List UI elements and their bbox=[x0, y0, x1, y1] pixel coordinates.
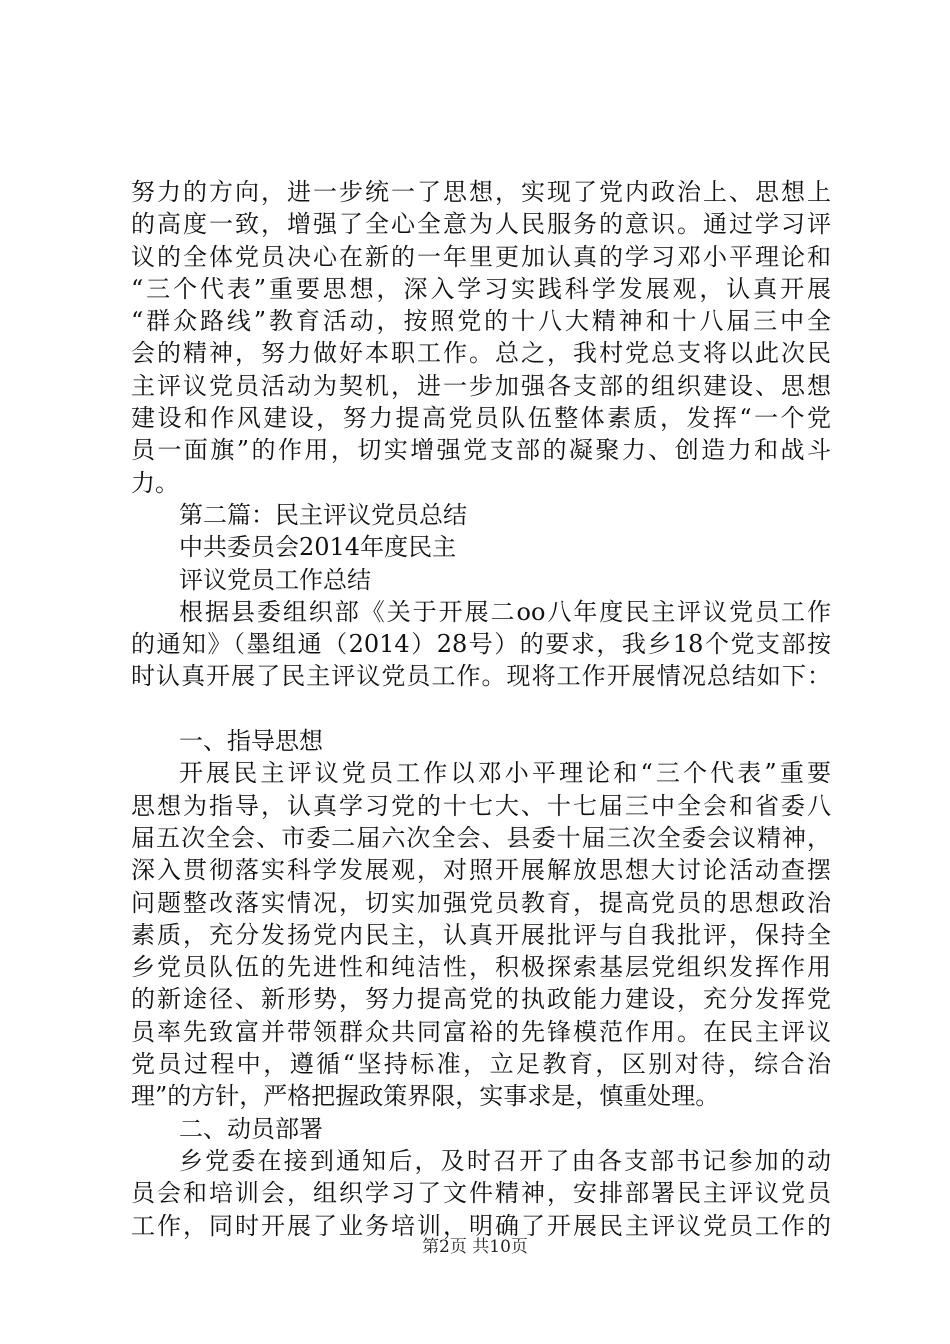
text-line: 员率先致富并带领群众共同富裕的先锋模范作用。在民主评议 bbox=[131, 1017, 831, 1046]
text-line: 议的全体党员决心在新的一年里更加认真的学习邓小平理论和 bbox=[131, 242, 831, 271]
text-line: 党员过程中，遵循“坚持标准，立足教育，区别对待，综合治 bbox=[131, 1050, 831, 1079]
text-line: 的新途径、新形势，努力提高党的执政能力建设，充分发挥党 bbox=[131, 985, 831, 1014]
text-line: 建设和作风建设，努力提高党员队伍整体素质，发挥“一个党 bbox=[131, 404, 831, 433]
text-line: 中共委员会2014年度民主 bbox=[179, 533, 457, 562]
text-line: 思想为指导，认真学习党的十七大、十七届三中全会和省委八 bbox=[131, 791, 831, 820]
text-line: 第二篇：民主评议党员总结 bbox=[179, 500, 467, 529]
text-line: 乡党员队伍的先进性和纯洁性，积极探索基层党组织发挥作用 bbox=[131, 953, 831, 982]
text-line: 评议党员工作总结 bbox=[179, 565, 371, 594]
text-line: 理”的方针，严格把握政策界限，实事求是，慎重处理。 bbox=[131, 1082, 720, 1111]
text-line: 深入贯彻落实科学发展观，对照开展解放思想大讨论活动查摆 bbox=[131, 856, 831, 885]
text-line bbox=[131, 693, 831, 725]
text-line: 时认真开展了民主评议党员工作。现将工作开展情况总结如下： bbox=[131, 662, 831, 691]
text-line: 员一面旗”的作用，切实增强党支部的凝聚力、创造力和战斗 bbox=[131, 436, 831, 465]
text-line: 根据县委组织部《关于开展二oo八年度民主评议党员工作 bbox=[179, 597, 831, 626]
document-body bbox=[131, 176, 831, 1242]
text-line: 乡党委在接到通知后，及时召开了由各支部书记参加的动 bbox=[179, 1146, 831, 1175]
text-line: 努力的方向，进一步统一了思想，实现了党内政治上、思想上 bbox=[131, 178, 831, 206]
text-line: 二、动员部署 bbox=[179, 1114, 323, 1143]
page-number-footer: 第2页 共10页 bbox=[422, 1237, 528, 1257]
text-line: 届五次全会、市委二届六次全会、县委十届三次全委会议精神， bbox=[131, 823, 831, 852]
text-line: 的高度一致，增强了全心全意为人民服务的意识。通过学习评 bbox=[131, 210, 831, 239]
text-line: “三个代表”重要思想，深入学习实践科学发展观，认真开展 bbox=[131, 274, 831, 303]
text-line: 会的精神，努力做好本职工作。总之，我村党总支将以此次民 bbox=[131, 339, 831, 368]
text-line: 主评议党员活动为契机，进一步加强各支部的组织建设、思想 bbox=[131, 371, 831, 400]
text-line: “群众路线”教育活动，按照党的十八大精神和十八届三中全 bbox=[131, 307, 831, 336]
text-line: 开展民主评议党员工作以邓小平理论和“三个代表”重要 bbox=[179, 759, 831, 788]
text-line: 问题整改落实情况，切实加强党员教育，提高党员的思想政治 bbox=[131, 888, 831, 917]
text-line: 员会和培训会，组织学习了文件精神，安排部署民主评议党员 bbox=[131, 1179, 831, 1208]
text-line: 工作，同时开展了业务培训，明确了开展民主评议党员工作的 bbox=[131, 1211, 831, 1240]
text-line: 力。 bbox=[131, 468, 179, 497]
text-line: 一、指导思想 bbox=[179, 727, 323, 756]
text-line: 的通知》（墨组通（2014）28号）的要求，我乡18个党支部按 bbox=[131, 630, 831, 659]
text-line: 素质，充分发扬党内民主，认真开展批评与自我批评，保持全 bbox=[131, 920, 831, 949]
